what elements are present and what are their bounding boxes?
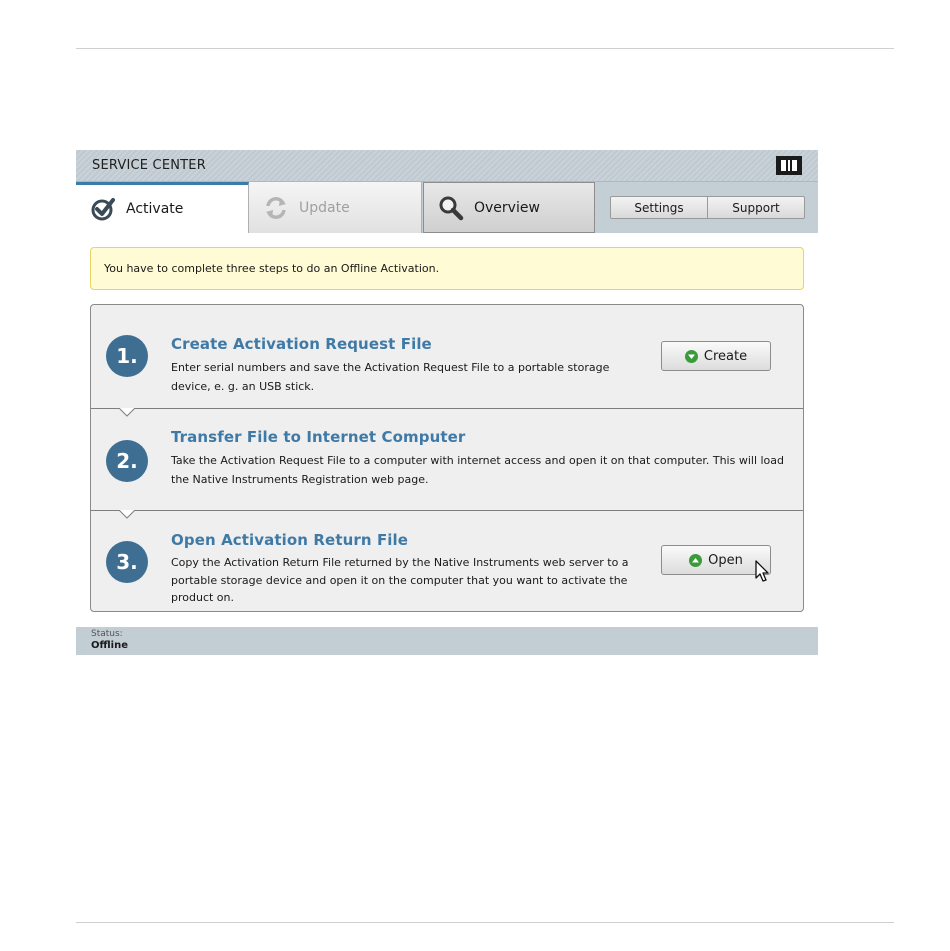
step-connector-notch	[119, 408, 135, 417]
open-button-label: Open	[708, 552, 743, 568]
step-number-2: 2.	[106, 440, 148, 482]
arrow-down-icon	[685, 350, 698, 363]
activation-steps-panel	[90, 304, 804, 612]
step-2-description: Take the Activation Request File to a computer with internet access and open it on that computer. This will load the Native Instruments Registration web page.	[171, 454, 785, 486]
title-bar	[76, 150, 818, 182]
check-circle-icon	[90, 196, 116, 222]
mouse-cursor-icon	[755, 560, 771, 584]
window-title: SERVICE CENTER	[92, 158, 206, 173]
arrow-up-icon	[689, 554, 702, 567]
step-transfer-file	[91, 408, 803, 510]
step-1-title: Create Activation Request File	[171, 335, 432, 353]
offline-activation-notice	[90, 247, 804, 290]
step-3-title: Open Activation Return File	[171, 531, 409, 549]
tab-update-label: Update	[299, 199, 350, 216]
step-create-request	[91, 305, 803, 408]
status-bar	[76, 627, 818, 655]
create-button-label: Create	[703, 348, 748, 364]
step-number-1: 1.	[106, 335, 148, 377]
top-divider	[76, 48, 894, 49]
notice-text: You have to complete three steps to do an Offline Activation.	[104, 262, 440, 275]
create-button[interactable]	[661, 341, 771, 371]
tab-activate[interactable]	[76, 182, 249, 233]
step-open-return-file	[91, 510, 803, 611]
status-value: Offline	[91, 640, 128, 651]
bottom-divider	[76, 922, 894, 923]
tab-overview-label: Overview	[474, 199, 540, 216]
support-button[interactable]: Support	[707, 197, 804, 218]
tab-update[interactable]	[249, 182, 422, 233]
step-number-3: 3.	[106, 541, 148, 583]
ni-logo-icon	[776, 156, 802, 175]
step-1-description: Enter serial numbers and save the Activation Request File to a portable storage device, e. g. an USB stick.	[171, 361, 610, 393]
settings-support-group	[610, 196, 805, 219]
step-connector-notch	[119, 510, 135, 519]
service-center-window	[76, 150, 818, 655]
tab-activate-label: Activate	[126, 201, 184, 217]
step-3-description: Copy the Activation Return File returned by the Native Instruments web server to a portable storage device and open it on the computer that you want to activate the product on.	[171, 556, 629, 604]
step-2-title: Transfer File to Internet Computer	[171, 428, 466, 446]
settings-button[interactable]: Settings	[634, 200, 684, 215]
tab-overview[interactable]	[423, 182, 595, 233]
refresh-icon	[263, 195, 289, 221]
status-label: Status:	[91, 629, 123, 639]
tab-bar	[76, 182, 818, 233]
magnifier-icon	[438, 195, 464, 221]
